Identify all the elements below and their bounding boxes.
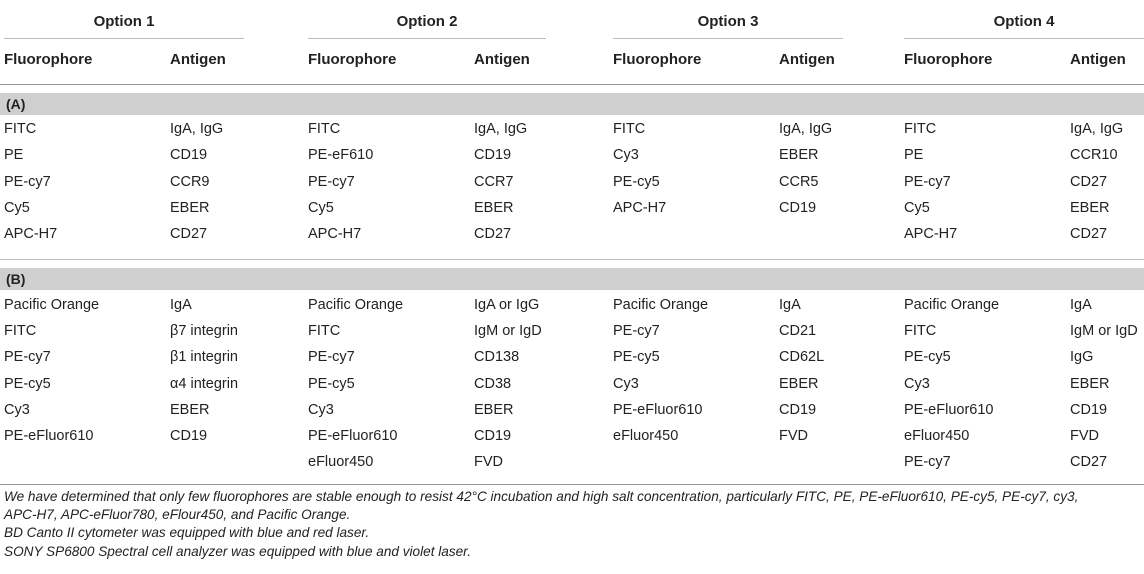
fluorophore-cell: PE-cy7 <box>4 349 51 365</box>
fluorophore-cell: APC-H7 <box>613 200 667 216</box>
section-a-bottom-rule <box>0 259 1144 260</box>
fluorophore-cell: PE-cy7 <box>904 174 951 190</box>
option-1-rule <box>4 38 244 39</box>
antigen-cell: IgA or IgG <box>474 297 540 313</box>
antigen-cell: β1 integrin <box>170 349 238 365</box>
option-4-header: Option 4 <box>993 13 1055 30</box>
fluorophore-cell: PE-cy7 <box>904 454 951 470</box>
fluorophore-cell: PE-cy5 <box>613 174 660 190</box>
footnote-line-1: We have determined that only few fluorophores are stable enough to resist 42°C incubation and high salt concentration, particularly FITC, PE, PE-eFluor610, PE-cy5, PE-cy7, cy3, <box>4 489 1079 504</box>
antigen-cell: CD27 <box>474 226 512 242</box>
fluorophore-cell: Cy3 <box>904 376 930 392</box>
fluorophore-cell: Pacific Orange <box>613 297 709 313</box>
section-b-band <box>0 268 1144 290</box>
antigen-cell: EBER <box>474 200 514 216</box>
antigen-cell: FVD <box>1070 428 1099 444</box>
antigen-cell: IgA <box>170 297 192 313</box>
fluorophore-cell: Pacific Orange <box>4 297 100 313</box>
antigen-cell: IgM or IgD <box>474 323 542 339</box>
fluorophore-cell: Cy5 <box>904 200 930 216</box>
antigen-cell: IgA <box>779 297 801 313</box>
col-antigen-1: Antigen <box>170 51 226 68</box>
antigen-cell: CCR7 <box>474 174 514 190</box>
fluorophore-cell: PE-cy5 <box>904 349 951 365</box>
antigen-cell: IgG <box>1070 349 1094 365</box>
fluorophore-cell: PE <box>4 147 24 163</box>
fluorophore-cell: eFluor450 <box>613 428 679 444</box>
antigen-cell: CD19 <box>779 402 817 418</box>
fluorophore-cell: Pacific Orange <box>904 297 1000 313</box>
antigen-cell: CD19 <box>170 428 208 444</box>
fluorophore-cell: FITC <box>904 121 937 137</box>
antigen-cell: CD138 <box>474 349 520 365</box>
fluorophore-cell: PE-eFluor610 <box>4 428 94 444</box>
table-bottom-rule <box>0 484 1144 485</box>
antigen-cell: IgA <box>1070 297 1092 313</box>
antigen-cell: CD19 <box>1070 402 1108 418</box>
fluorophore-cell: PE-cy7 <box>308 174 355 190</box>
fluorophore-cell: Cy5 <box>308 200 334 216</box>
antigen-cell: IgA, IgG <box>1070 121 1124 137</box>
antigen-cell: CD62L <box>779 349 825 365</box>
fluorophore-cell: FITC <box>308 323 341 339</box>
option-1-header: Option 1 <box>93 13 155 30</box>
antigen-cell: EBER <box>779 376 819 392</box>
antigen-cell: CD27 <box>1070 174 1108 190</box>
antigen-cell: EBER <box>1070 200 1110 216</box>
fluorophore-cell: Cy3 <box>308 402 334 418</box>
fluorophore-cell: FITC <box>904 323 937 339</box>
col-fluorophore-4: Fluorophore <box>904 51 993 68</box>
fluorophore-cell: APC-H7 <box>4 226 58 242</box>
fluorophore-cell: FITC <box>4 121 37 137</box>
option-3-header: Option 3 <box>697 13 759 30</box>
antigen-cell: IgA, IgG <box>474 121 528 137</box>
fluorophore-cell: Cy3 <box>613 147 639 163</box>
fluorophore-cell: Cy3 <box>4 402 30 418</box>
fluorophore-cell: Cy3 <box>613 376 639 392</box>
antigen-cell: EBER <box>170 200 210 216</box>
col-fluorophore-3: Fluorophore <box>613 51 702 68</box>
col-antigen-3: Antigen <box>779 51 835 68</box>
antigen-cell: CCR9 <box>170 174 210 190</box>
header-bottom-rule <box>0 84 1144 85</box>
col-antigen-4: Antigen <box>1070 51 1126 68</box>
fluorophore-cell: PE-cy5 <box>308 376 355 392</box>
fluorophore-cell: APC-H7 <box>904 226 958 242</box>
fluorophore-cell: PE-eF610 <box>308 147 374 163</box>
antigen-cell: CD27 <box>1070 226 1108 242</box>
antigen-cell: CD19 <box>170 147 208 163</box>
fluorophore-cell: Pacific Orange <box>308 297 404 313</box>
antigen-cell: IgA, IgG <box>170 121 224 137</box>
antigen-cell: EBER <box>779 147 819 163</box>
antigen-cell: CD19 <box>779 200 817 216</box>
fluorophore-cell: FITC <box>4 323 37 339</box>
antigen-cell: CD27 <box>1070 454 1108 470</box>
antigen-cell: FVD <box>779 428 808 444</box>
footnote-line-4: SONY SP6800 Spectral cell analyzer was equipped with blue and violet laser. <box>4 544 471 559</box>
fluorophore-cell: FITC <box>308 121 341 137</box>
antigen-cell: CD19 <box>474 147 512 163</box>
fluorophore-cell: PE <box>904 147 924 163</box>
col-antigen-2: Antigen <box>474 51 530 68</box>
antigen-cell: IgA, IgG <box>779 121 833 137</box>
antigen-cell: CD19 <box>474 428 512 444</box>
option-2-rule <box>308 38 546 39</box>
antigen-cell: α4 integrin <box>170 376 239 392</box>
antigen-cell: β7 integrin <box>170 323 238 339</box>
antigen-cell: CCR10 <box>1070 147 1118 163</box>
fluorophore-cell: PE-cy5 <box>613 349 660 365</box>
fluorophore-cell: PE-cy7 <box>308 349 355 365</box>
antigen-cell: CD38 <box>474 376 512 392</box>
footnote-line-3: BD Canto II cytometer was equipped with blue and red laser. <box>4 525 370 540</box>
option-3-rule <box>613 38 843 39</box>
fluorophore-cell: PE-eFluor610 <box>904 402 994 418</box>
fluorophore-cell: FITC <box>613 121 646 137</box>
fluorophore-cell: APC-H7 <box>308 226 362 242</box>
col-fluorophore-1: Fluorophore <box>4 51 93 68</box>
fluorophore-cell: Cy5 <box>4 200 30 216</box>
fluorophore-cell: PE-cy7 <box>613 323 660 339</box>
fluorophore-cell: PE-eFluor610 <box>308 428 398 444</box>
fluorophore-cell: eFluor450 <box>308 454 374 470</box>
option-2-header: Option 2 <box>396 13 458 30</box>
fluorophore-cell: eFluor450 <box>904 428 970 444</box>
antigen-cell: EBER <box>170 402 210 418</box>
fluorophore-cell: PE-eFluor610 <box>613 402 703 418</box>
antigen-cell: IgM or IgD <box>1070 323 1138 339</box>
antigen-cell: EBER <box>1070 376 1110 392</box>
fluorophore-cell: PE-cy7 <box>4 174 51 190</box>
antigen-cell: CD21 <box>779 323 817 339</box>
footnote-line-2: APC-H7, APC-eFluor780, eFlour450, and Pacific Orange. <box>4 507 351 522</box>
fluorophore-cell: PE-cy5 <box>4 376 51 392</box>
antigen-cell: FVD <box>474 454 503 470</box>
antigen-cell: CD27 <box>170 226 208 242</box>
antigen-cell: CCR5 <box>779 174 819 190</box>
col-fluorophore-2: Fluorophore <box>308 51 397 68</box>
antigen-cell: EBER <box>474 402 514 418</box>
option-4-rule <box>904 38 1144 39</box>
section-a-band <box>0 93 1144 115</box>
section-a-label: (A) <box>6 96 26 112</box>
section-b-label: (B) <box>6 271 26 287</box>
